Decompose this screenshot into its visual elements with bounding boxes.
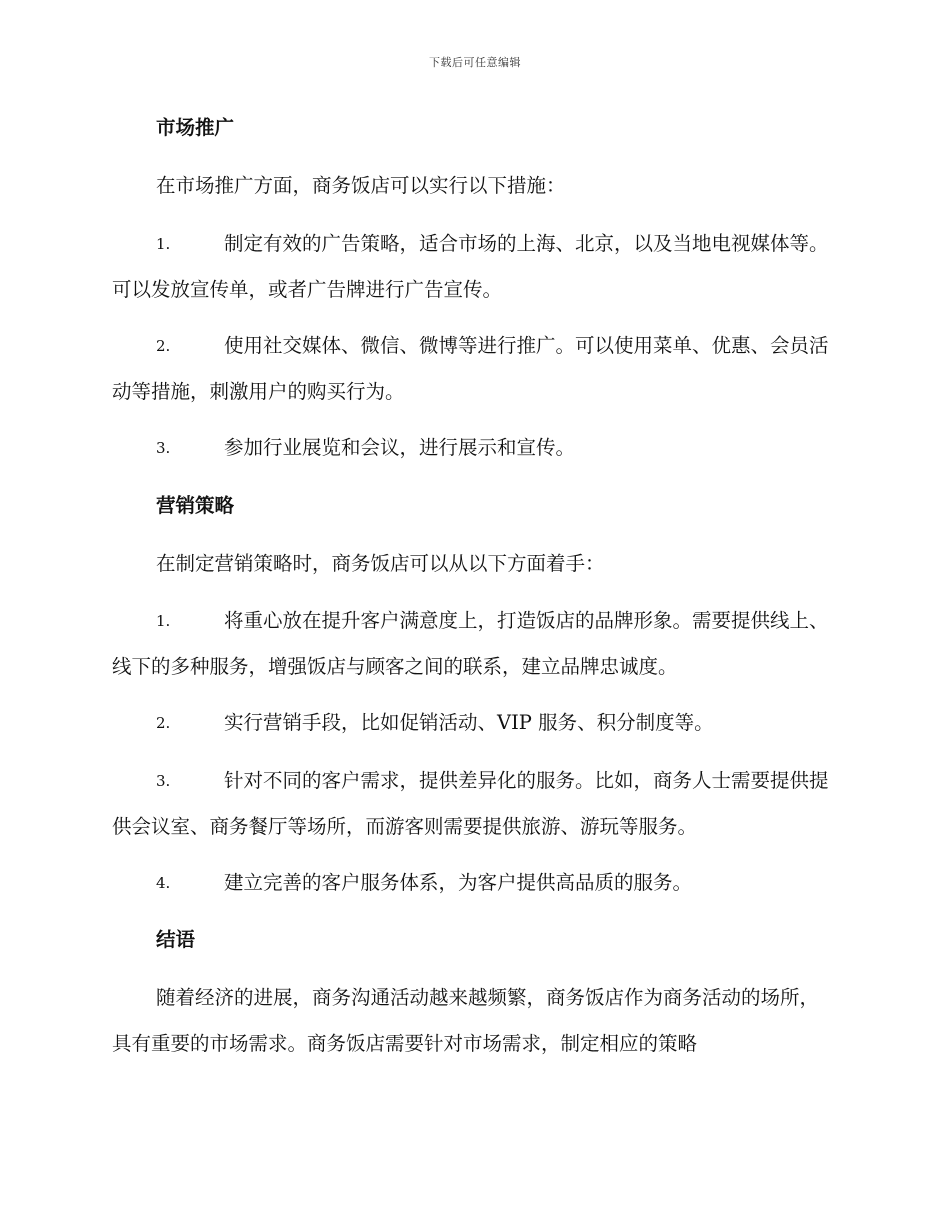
list-item-text: 使用社交媒体、微信、微博等进行推广。可以使用菜单、优惠、会员活动等措施，刺激用户的购买行为。 <box>112 334 829 403</box>
list-item-text: 针对不同的客户需求，提供差异化的服务。比如，商务人士需要提供提供会议室、商务餐厅等场所，而游客则需要提供旅游、游玩等服务。 <box>112 769 829 838</box>
list-item <box>112 221 834 313</box>
list-item-number: 3. <box>156 772 171 790</box>
list-item-number: 3. <box>156 439 171 457</box>
page-header-note: 下载后可任意编辑 <box>429 56 521 69</box>
list-item-text: 建立完善的客户服务体系，为客户提供高品质的服务。 <box>224 871 693 894</box>
section-heading-conclusion: 结语 <box>156 928 196 951</box>
list-item <box>112 598 834 690</box>
conclusion-paragraph: 随着经济的进展，商务沟通活动越来越频繁，商务饭店作为商务活动的场所，具有重要的市场需求。商务饭店需要针对市场需求，制定相应的策略 <box>112 986 820 1055</box>
list-item <box>112 323 834 415</box>
list-item-number: 2. <box>156 714 171 732</box>
list-item-text: 参加行业展览和会议，进行展示和宣传。 <box>224 436 576 459</box>
list-item <box>112 860 834 906</box>
section-body-conclusion <box>112 975 834 1067</box>
list-item <box>112 425 834 471</box>
list-item-text: 实行营销手段，比如促销活动、VIP 服务、积分制度等。 <box>224 711 714 734</box>
list-item <box>112 700 834 746</box>
list-item-text: 制定有效的广告策略，适合市场的上海、北京，以及当地电视媒体等。可以发放宣传单，或者广告牌进行广告宣传。 <box>112 232 829 301</box>
list-item-number: 1. <box>156 235 171 253</box>
list-item <box>112 758 834 850</box>
section-heading-market-promotion: 市场推广 <box>156 116 235 139</box>
section-body-market-promotion <box>112 163 834 209</box>
intro-paragraph: 在制定营销策略时，商务饭店可以从以下方面着手： <box>156 552 605 575</box>
intro-paragraph: 在市场推广方面，商务饭店可以实行以下措施： <box>156 174 566 197</box>
list-item-number: 2. <box>156 337 171 355</box>
list-item-text: 将重心放在提升客户满意度上，打造饭店的品牌形象。需要提供线上、线下的多种服务，增强饭店与顾客之间的联系，建立品牌忠诚度。 <box>112 609 829 678</box>
list-item-number: 1. <box>156 612 171 630</box>
section-body-marketing-strategy <box>112 541 834 587</box>
section-heading-marketing-strategy: 营销策略 <box>156 494 235 517</box>
list-item-number: 4. <box>156 874 171 892</box>
